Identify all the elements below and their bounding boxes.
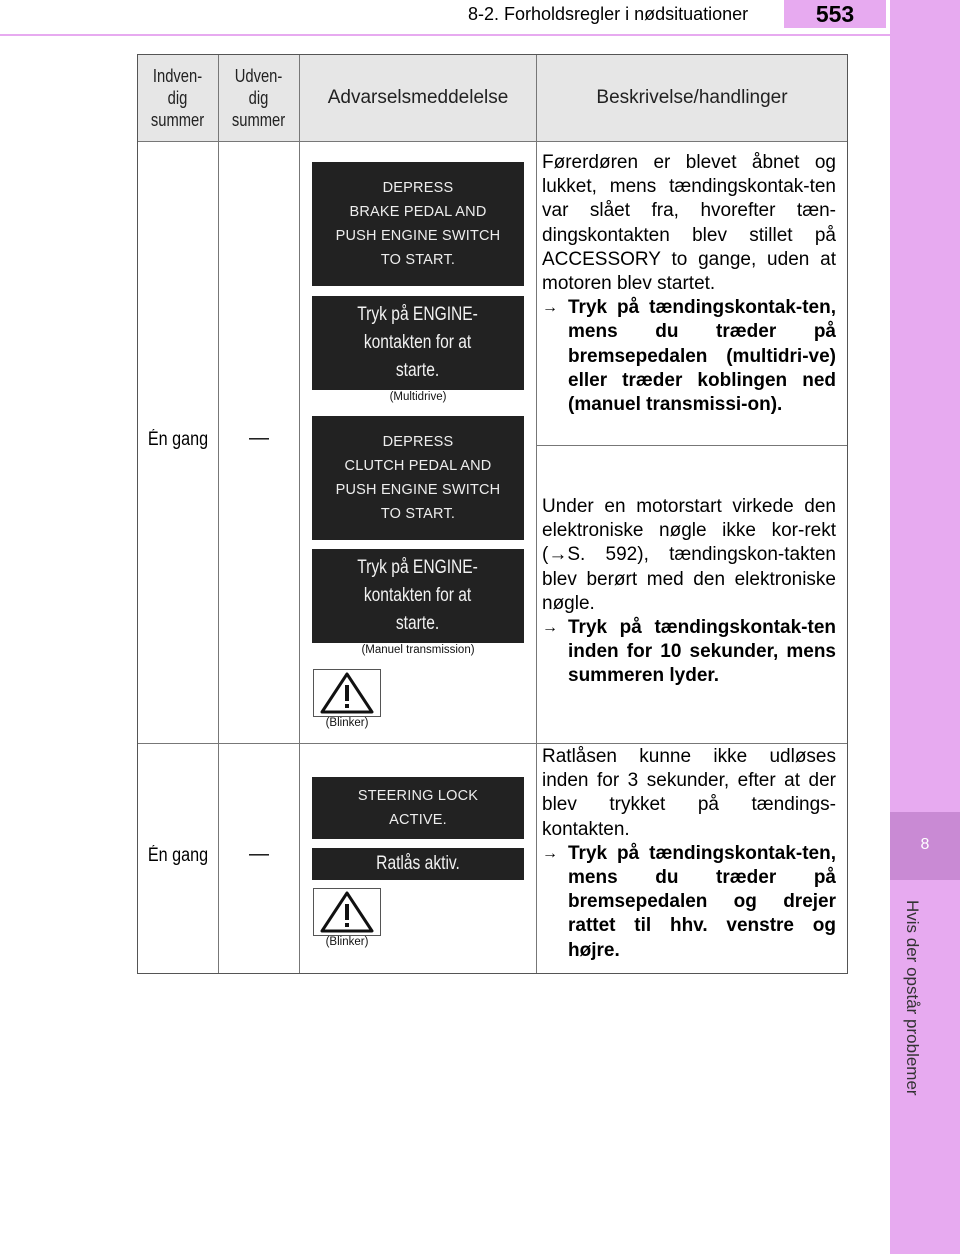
col-divider: [218, 55, 219, 973]
action-text: Tryk på tændingskontak-ten inden for 10 sekunder, mens summeren lyder.: [568, 617, 836, 687]
col-divider: [536, 55, 537, 973]
display-line: starte.: [396, 613, 440, 634]
row-divider: [138, 743, 847, 744]
warning-display-steering-da: [312, 848, 524, 880]
display-line: CLUTCH PEDAL AND: [344, 458, 492, 474]
arrow-right-icon: →: [542, 844, 558, 862]
inside-buzzer-value: Én gang: [147, 845, 209, 866]
header-line: summer: [232, 110, 286, 130]
warning-triangle-icon: [313, 669, 381, 717]
header-inside-buzzer: [138, 55, 218, 141]
chapter-number: 8: [920, 836, 930, 853]
display-line: TO START.: [380, 506, 456, 522]
description-key: [542, 495, 836, 689]
header-line: Udven-: [235, 66, 283, 86]
description-text: Førerdøren er blevet åbnet og lukket, mens tændingskontak-ten var slået fra, hvorefter tæn-dingskontakten blev stillet på ACCESSORY to gange, uden at motoren blev startet.: [542, 152, 836, 295]
display-line: STEERING LOCK: [357, 788, 479, 804]
arrow-right-icon: →: [542, 299, 558, 317]
col-divider: [299, 55, 300, 973]
caption-multidrive: (Multidrive): [389, 391, 447, 403]
header-warning-message: Advarselsmeddelelse: [327, 87, 509, 108]
display-line: ACTIVE.: [389, 812, 447, 828]
display-line: DEPRESS: [382, 180, 454, 196]
row-divider: [536, 445, 847, 446]
warning-table: [137, 54, 848, 974]
action-item: [542, 842, 836, 963]
header-line: summer: [151, 110, 205, 130]
display-line: starte.: [396, 360, 440, 381]
display-line: PUSH ENGINE SWITCH: [335, 482, 501, 498]
action-text: Tryk på tændingskontak-ten, mens du træder på bremsepedalen og drejer rattet til hhv. venstre og højre.: [568, 842, 836, 961]
display-line: BRAKE PEDAL AND: [349, 204, 487, 220]
action-item: [542, 296, 836, 417]
section-title: 8-2. Forholdsregler i nødsituationer: [468, 4, 749, 24]
chapter-label: Hvis der opstår problemer: [903, 900, 922, 1096]
header-description: Beskrivelse/handlinger: [596, 87, 788, 108]
caption-blinker: (Blinker): [325, 936, 369, 948]
arrow-right-icon: →: [542, 619, 558, 637]
header-line: dig: [168, 88, 188, 108]
display-line: Ratlås aktiv.: [376, 853, 460, 874]
display-line: Tryk på ENGINE-: [357, 557, 479, 578]
description-text: Ratlåsen kunne ikke udløses inden for 3 sekunder, efter at der blev trykket på tændings-kontakten.: [542, 746, 836, 840]
caption-blinker: (Blinker): [325, 717, 369, 729]
header-line: dig: [249, 88, 269, 108]
header-line: Indven-: [153, 66, 203, 86]
description-text: Under en motorstart virkede den elektroniske nøgle ikke kor-rekt (→S. 592), tændingskon-takten blev berørt med den elektroniske nøgle.: [542, 496, 836, 614]
display-line: PUSH ENGINE SWITCH: [335, 228, 501, 244]
warning-triangle-icon: [313, 888, 381, 936]
action-text: Tryk på tændingskontak-ten, mens du træder på bremsepedalen (multidri-ve) eller træder koblingen ned (manuel transmissi-on).: [568, 297, 836, 416]
warning-display-brake-en: [312, 162, 524, 286]
header-outside-buzzer: [219, 55, 299, 141]
description-steering: [542, 745, 836, 963]
header-rule: [0, 34, 890, 36]
caption-manual: (Manuel transmission): [361, 644, 475, 656]
display-line: kontakten for at: [364, 585, 472, 606]
outside-buzzer-value: —: [249, 427, 269, 449]
warning-display-steering-en: [312, 777, 524, 839]
inside-buzzer-value: Én gang: [147, 429, 209, 450]
warning-display-brake-da: [312, 296, 524, 390]
action-item: [542, 616, 836, 689]
display-line: DEPRESS: [382, 434, 454, 450]
warning-display-clutch-da: [312, 549, 524, 643]
row-divider: [138, 141, 847, 142]
warning-display-clutch-en: [312, 416, 524, 540]
display-line: Tryk på ENGINE-: [357, 304, 479, 325]
display-line: TO START.: [380, 252, 456, 268]
outside-buzzer-value: —: [249, 843, 269, 865]
description-door: [542, 151, 836, 417]
display-line: kontakten for at: [364, 332, 472, 353]
page-number: 553: [784, 0, 886, 28]
